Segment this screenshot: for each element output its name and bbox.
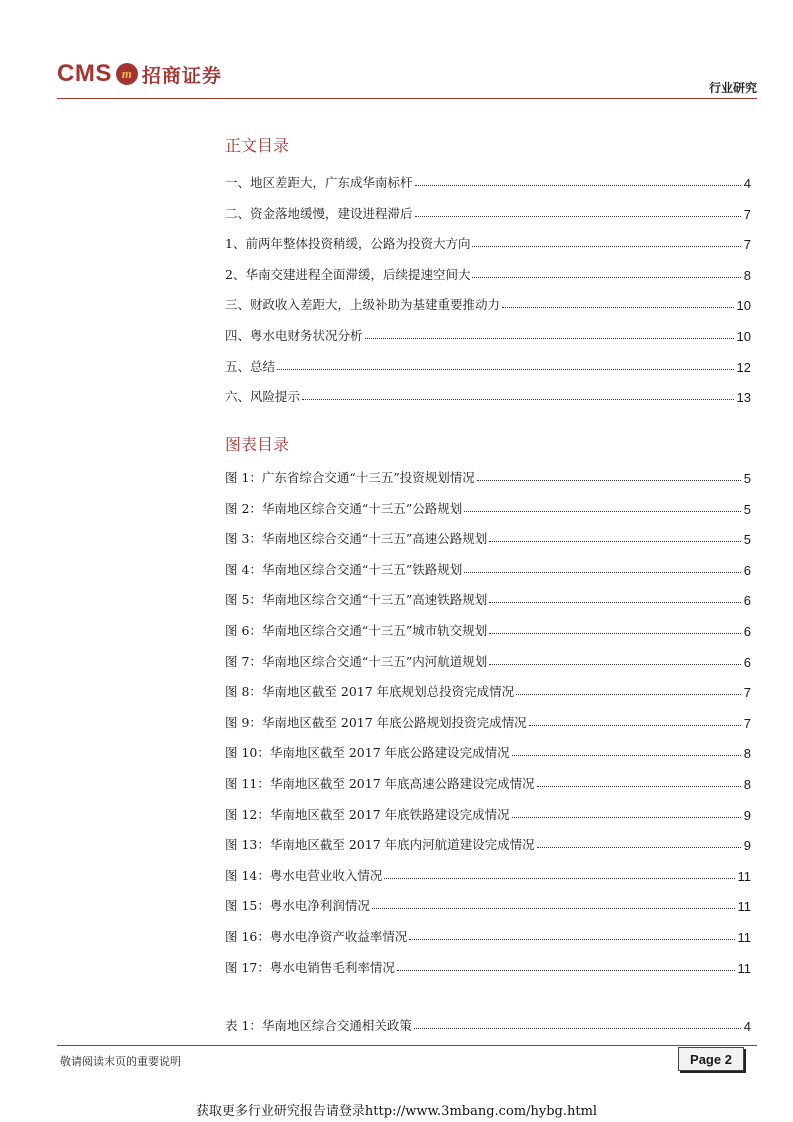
body-toc-entry[interactable] xyxy=(225,202,751,222)
body-toc-entry[interactable] xyxy=(225,324,751,344)
figure-toc-entry-label: 图 15：粤水电净利润情况 xyxy=(225,898,370,914)
dot-leader xyxy=(397,970,735,971)
figure-toc-entry[interactable] xyxy=(225,680,751,700)
body-toc-entry[interactable] xyxy=(225,293,751,313)
figure-toc-entry[interactable] xyxy=(225,497,751,517)
body-toc-entry-label: 四、粤水电财务状况分析 xyxy=(225,328,363,343)
figure-toc-entry-page: 6 xyxy=(743,654,751,670)
body-toc-entry-label: 三、财政收入差距大，上级补助为基建重要推动力 xyxy=(225,297,501,313)
figure-toc-entry-page: 6 xyxy=(743,562,751,578)
figure-toc-entry-page: 5 xyxy=(743,471,751,486)
figure-toc-entry-label: 图 12：华南地区截至 2017 年底铁路建设完成情况 xyxy=(225,806,510,822)
dot-leader xyxy=(415,216,741,217)
body-toc-entry-page: 13 xyxy=(736,390,751,406)
dot-leader xyxy=(472,277,740,278)
figure-toc-entry[interactable] xyxy=(225,466,751,486)
report-category: 行业研究 xyxy=(708,81,757,95)
figure-toc-entry[interactable] xyxy=(225,803,751,823)
logo-latin: CMS xyxy=(57,60,112,87)
dot-leader xyxy=(464,572,741,573)
body-toc-entry-label: 一、地区差距大，广东成华南标杆 xyxy=(225,175,413,190)
body-toc-entry-label: 2、华南交建进程全面滞缓，后续提速空间大 xyxy=(225,266,471,282)
figure-toc-entry-page: 6 xyxy=(743,593,751,609)
body-toc-entry[interactable] xyxy=(225,263,751,283)
figure-toc-entry-label: 图 6：华南地区综合交通“十三五”城市轨交规划 xyxy=(225,623,488,638)
body-toc-title: 正文目录 xyxy=(225,136,290,155)
figure-toc-entry-label: 图 14：粤水电营业收入情况 xyxy=(225,867,383,883)
footer-divider xyxy=(57,1045,757,1046)
dot-leader xyxy=(502,307,734,308)
figure-toc-entry[interactable] xyxy=(225,864,751,884)
cms-logo xyxy=(57,60,222,88)
figure-toc-entry-label: 图 5：华南地区综合交通“十三五”高速铁路规划 xyxy=(225,592,488,608)
table-toc-entry-label: 表 1：华南地区综合交通相关政策 xyxy=(225,1018,412,1033)
dot-leader xyxy=(529,725,741,726)
body-toc-entry-page: 8 xyxy=(743,267,751,283)
dot-leader xyxy=(277,369,734,370)
figure-toc-entry-label: 图 13：华南地区截至 2017 年底内河航道建设完成情况 xyxy=(225,837,535,853)
dot-leader xyxy=(414,1028,741,1029)
dot-leader xyxy=(512,755,741,756)
figure-toc-title: 图表目录 xyxy=(225,435,290,454)
figure-toc-entry-page: 9 xyxy=(743,807,751,823)
figure-toc-entry[interactable] xyxy=(225,588,751,608)
table-toc-entry-page: 4 xyxy=(743,1019,751,1034)
figure-toc-entry-page: 7 xyxy=(743,715,751,731)
figure-toc-entry-label: 图 17：粤水电销售毛利率情况 xyxy=(225,959,395,975)
logo-chinese-name: 招商证券 xyxy=(141,64,222,87)
footer-disclaimer: 敬请阅读末页的重要说明 xyxy=(60,1055,181,1068)
figure-toc-entry[interactable] xyxy=(225,925,751,945)
figure-toc-entry-page: 8 xyxy=(743,746,751,762)
figure-toc-entry-page: 5 xyxy=(743,501,751,517)
dot-leader xyxy=(489,602,741,603)
body-toc-entry-page: 12 xyxy=(736,359,751,375)
figure-toc-entry-page: 11 xyxy=(737,899,751,915)
figure-toc-entry-label: 图 1：广东省综合交通“十三五”投资规划情况 xyxy=(225,470,475,485)
figure-toc-entry-page: 11 xyxy=(737,960,751,976)
figure-toc-entry-page: 11 xyxy=(737,930,751,945)
figure-toc-entry-label: 图 10：华南地区截至 2017 年底公路建设完成情况 xyxy=(225,745,510,761)
body-toc-entry[interactable] xyxy=(225,171,751,191)
figure-toc-entry-label: 图 8：华南地区截至 2017 年底规划总投资完成情况 xyxy=(225,684,515,700)
figure-toc-entry-page: 8 xyxy=(743,777,751,792)
figure-toc-entry-label: 图 2：华南地区综合交通“十三五”公路规划 xyxy=(225,500,463,516)
figure-toc-entry-label: 图 9：华南地区截至 2017 年底公路规划投资完成情况 xyxy=(225,714,527,730)
figure-toc-entry[interactable] xyxy=(225,894,751,914)
figure-toc-entry-label: 图 11：华南地区截至 2017 年底高速公路建设完成情况 xyxy=(225,776,535,791)
dot-leader xyxy=(472,246,740,247)
dot-leader xyxy=(477,480,741,481)
dot-leader xyxy=(302,399,734,400)
body-toc-entry-page: 10 xyxy=(736,329,751,344)
body-toc-entry-label: 二、资金落地缓慢，建设进程滞后 xyxy=(225,205,413,221)
table-toc-entry[interactable] xyxy=(225,1014,751,1034)
figure-toc-entry-label: 图 7：华南地区综合交通“十三五”内河航道规划 xyxy=(225,653,488,669)
dot-leader xyxy=(489,541,741,542)
dot-leader xyxy=(365,338,734,339)
header-divider xyxy=(57,98,757,99)
body-toc-entry[interactable] xyxy=(225,355,751,375)
figure-toc-entry-label: 图 4：华南地区综合交通“十三五”铁路规划 xyxy=(225,561,463,577)
figure-toc-entry[interactable] xyxy=(225,650,751,670)
figure-toc-entry-label: 图 16：粤水电净资产收益率情况 xyxy=(225,929,408,944)
dot-leader xyxy=(516,694,741,695)
page-number-badge: Page 2 xyxy=(678,1047,744,1071)
figure-toc-entry[interactable] xyxy=(225,527,751,547)
logo-emblem-icon: m xyxy=(116,63,138,85)
figure-toc-entry-page: 7 xyxy=(743,685,751,701)
figure-toc-entry[interactable] xyxy=(225,741,751,761)
dot-leader xyxy=(489,633,741,634)
dot-leader xyxy=(372,908,735,909)
body-toc-entry-page: 10 xyxy=(736,298,751,314)
dot-leader xyxy=(512,817,741,818)
body-toc-entry[interactable] xyxy=(225,385,751,405)
dot-leader xyxy=(409,939,734,940)
dot-leader xyxy=(384,878,734,879)
body-toc-entry-label: 五、总结 xyxy=(225,358,276,374)
body-toc-entry-label: 六、风险提示 xyxy=(225,389,301,405)
dot-leader xyxy=(537,847,741,848)
dot-leader xyxy=(415,185,741,186)
dot-leader xyxy=(464,511,741,512)
figure-toc-entry[interactable] xyxy=(225,772,751,792)
body-toc-entry-page: 7 xyxy=(743,237,751,253)
body-toc-entry[interactable] xyxy=(225,232,751,252)
download-note[interactable]: 获取更多行业研究报告请登录http://www.3mbang.com/hybg.html xyxy=(195,1104,598,1119)
dot-leader xyxy=(489,664,741,665)
figure-toc-entry[interactable] xyxy=(225,711,751,731)
dot-leader xyxy=(537,786,741,787)
figure-toc-entry[interactable] xyxy=(225,956,751,976)
figure-toc-entry[interactable] xyxy=(225,558,751,578)
figure-toc-entry-page: 9 xyxy=(743,838,751,854)
body-toc-entry-page: 4 xyxy=(743,176,751,191)
figure-toc-entry[interactable] xyxy=(225,833,751,853)
figure-toc-entry-label: 图 3：华南地区综合交通“十三五”高速公路规划 xyxy=(225,531,488,547)
figure-toc-entry-page: 5 xyxy=(743,532,751,548)
body-toc-entry-page: 7 xyxy=(743,206,751,222)
figure-toc-entry[interactable] xyxy=(225,619,751,639)
page-header xyxy=(57,52,757,100)
body-toc-entry-label: 1、前两年整体投资稍缓，公路为投资大方向 xyxy=(225,236,471,252)
figure-toc-entry-page: 6 xyxy=(743,624,751,639)
figure-toc-entry-page: 11 xyxy=(737,868,751,884)
